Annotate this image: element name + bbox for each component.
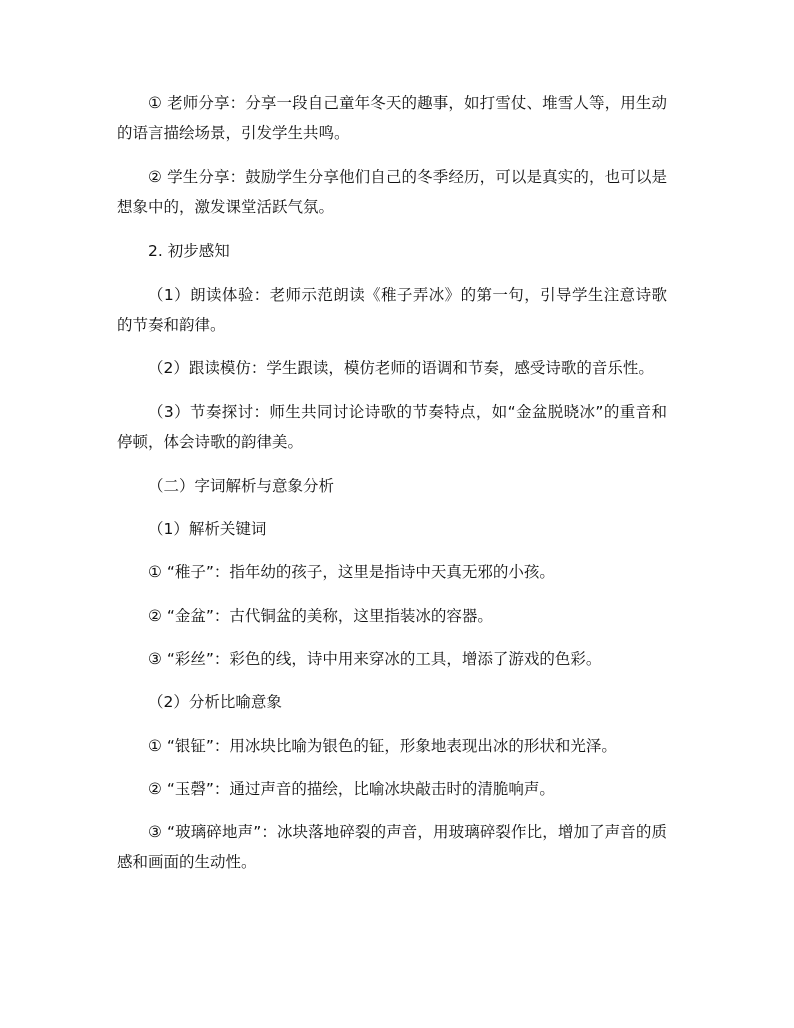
paragraph-teacher-share: ① 老师分享：分享一段自己童年冬天的趣事，如打雪仗、堆雪人等，用生动的语言描绘场景，引发学生共鸣。 — [117, 94, 667, 142]
heading-key-words: （1）解析关键词 — [148, 520, 267, 538]
heading-metaphor-analysis: （2）分析比喻意象 — [148, 693, 282, 711]
paragraph-follow-reading: （2）跟读模仿：学生跟读，模仿老师的语调和节奏，感受诗歌的音乐性。 — [148, 359, 654, 377]
paragraph-word-caisi: ③ “彩丝”：彩色的线，诗中用来穿冰的工具，增添了游戏的色彩。 — [148, 650, 602, 668]
paragraph-rhythm-discussion: （3）节奏探讨：师生共同讨论诗歌的节奏特点，如“金盆脱晓冰”的重音和停顿，体会诗歌的韵律美。 — [117, 403, 667, 451]
paragraph-word-zhizi: ① “稚子”：指年幼的孩子，这里是指诗中天真无邪的小孩。 — [148, 563, 555, 581]
heading-initial-perception: 2. 初步感知 — [148, 242, 230, 260]
paragraph-reading-experience: （1）朗读体验：老师示范朗读《稚子弄冰》的第一句，引导学生注意诗歌的节奏和韵律。 — [117, 286, 667, 334]
heading-word-analysis: （二）字词解析与意象分析 — [148, 477, 335, 495]
paragraph-metaphor-glass: ③ “玻璃碎地声”：冰块落地碎裂的声音，用玻璃碎裂作比，增加了声音的质感和画面的生动性。 — [117, 823, 667, 871]
paragraph-metaphor-yuqing: ② “玉磬”：通过声音的描绘，比喻冰块敲击时的清脆响声。 — [148, 780, 555, 798]
paragraph-student-share: ② 学生分享：鼓励学生分享他们自己的冬季经历，可以是真实的，也可以是想象中的，激发课堂活跃气氛。 — [117, 168, 667, 216]
paragraph-word-jinpen: ② “金盆”：古代铜盆的美称，这里指装冰的容器。 — [148, 607, 493, 625]
paragraph-metaphor-yinzheng: ① “银钲”：用冰块比喻为银色的钲，形象地表现出冰的形状和光泽。 — [148, 737, 617, 755]
